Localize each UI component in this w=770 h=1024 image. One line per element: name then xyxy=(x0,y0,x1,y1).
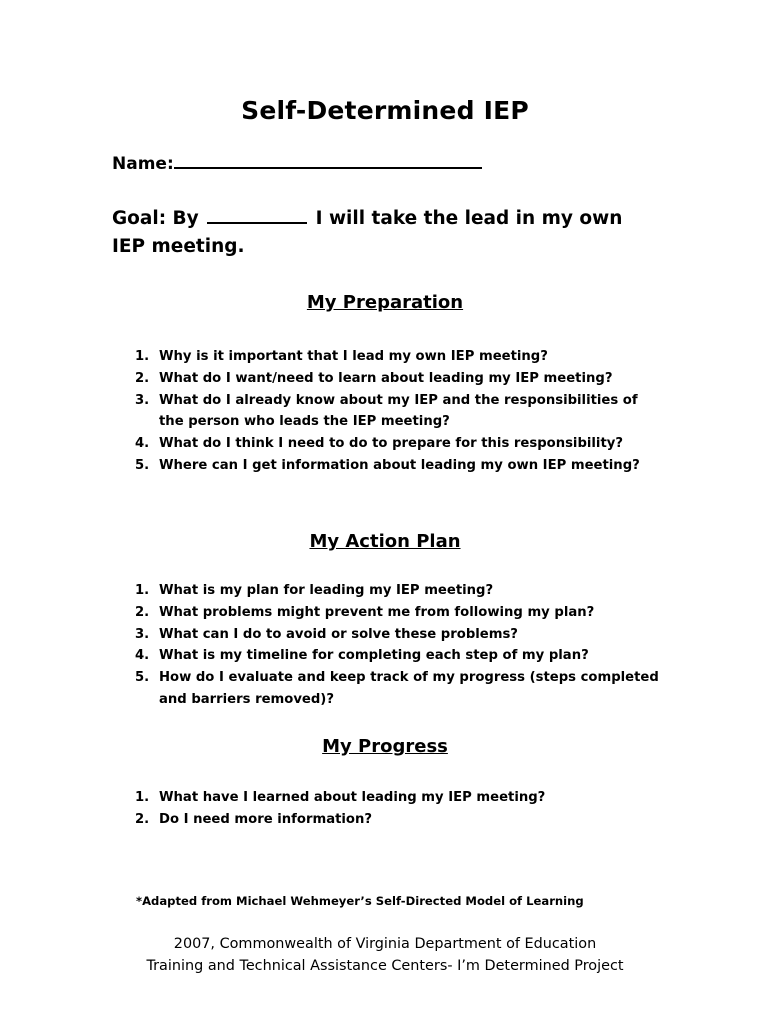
list-item-text: Why is it important that I lead my own IEP meeting? xyxy=(159,349,548,364)
list-item-text: What do I want/need to learn about leading my IEP meeting? xyxy=(159,370,613,386)
list-item-text: What do I think I need to do to prepare for this responsibility? xyxy=(159,436,624,452)
goal-prefix: Goal: By xyxy=(112,208,199,229)
list-item-text: What problems might prevent me from following my plan? xyxy=(159,604,595,620)
list-item xyxy=(135,433,665,455)
list-item-number: 1. xyxy=(135,583,150,598)
section-heading-progress: My Progress xyxy=(322,736,448,757)
list-item-number: 3. xyxy=(135,626,150,642)
section-heading-action-plan: My Action Plan xyxy=(309,531,461,552)
list-item xyxy=(135,580,665,602)
page-title: Self-Determined IEP xyxy=(241,96,529,125)
list-item-text: Where can I get information about leading my own IEP meeting? xyxy=(159,457,640,473)
progress-list xyxy=(135,787,665,831)
section-heading-preparation: My Preparation xyxy=(306,292,464,313)
list-item-text: What is my plan for leading my IEP meeting? xyxy=(159,583,494,598)
footnote: *Adapted from Michael Wehmeyer’s Self-Directed Model of Learning xyxy=(136,894,584,908)
list-item-number: 1. xyxy=(135,790,150,805)
name-label: Name: xyxy=(112,154,174,174)
list-item-number: 2. xyxy=(135,811,150,827)
list-item xyxy=(135,809,665,831)
list-item-text: What can I do to avoid or solve these problems? xyxy=(159,626,518,642)
list-item-number: 1. xyxy=(135,349,150,364)
list-item xyxy=(135,602,665,624)
name-blank-line xyxy=(174,166,482,169)
name-field-row xyxy=(112,154,482,174)
action-plan-list xyxy=(135,580,665,711)
goal-suffix: I will take the lead in my own IEP meeting. xyxy=(112,208,623,257)
preparation-list xyxy=(135,346,665,477)
list-item xyxy=(135,455,665,477)
list-item-text: What have I learned about leading my IEP meeting? xyxy=(159,790,546,805)
goal-date-blank-line xyxy=(207,221,307,224)
list-item xyxy=(135,645,665,667)
list-item-number: 4. xyxy=(135,436,150,452)
list-item xyxy=(135,390,665,434)
list-item-number: 3. xyxy=(135,392,150,408)
list-item-number: 2. xyxy=(135,370,150,386)
footer-line-2: Training and Technical Assistance Centers- I’m Determined Project xyxy=(146,958,624,974)
list-item-number: 4. xyxy=(135,648,150,664)
list-item-text: How do I evaluate and keep track of my progress (steps completed and barriers removed)? xyxy=(159,670,659,707)
list-item-text: Do I need more information? xyxy=(159,811,373,827)
list-item-text: What do I already know about my IEP and the responsibilities of the person who leads the IEP meeting? xyxy=(159,392,638,430)
list-item-number: 2. xyxy=(135,604,150,620)
list-item xyxy=(135,346,665,368)
list-item-number: 5. xyxy=(135,670,150,686)
list-item-number: 5. xyxy=(135,457,150,473)
list-item xyxy=(135,787,665,809)
footer-line-1: 2007, Commonwealth of Virginia Department of Education xyxy=(173,936,597,952)
list-item xyxy=(135,624,665,646)
goal-statement xyxy=(112,205,652,261)
list-item-text: What is my timeline for completing each step of my plan? xyxy=(159,648,589,664)
list-item xyxy=(135,667,665,711)
list-item xyxy=(135,368,665,390)
